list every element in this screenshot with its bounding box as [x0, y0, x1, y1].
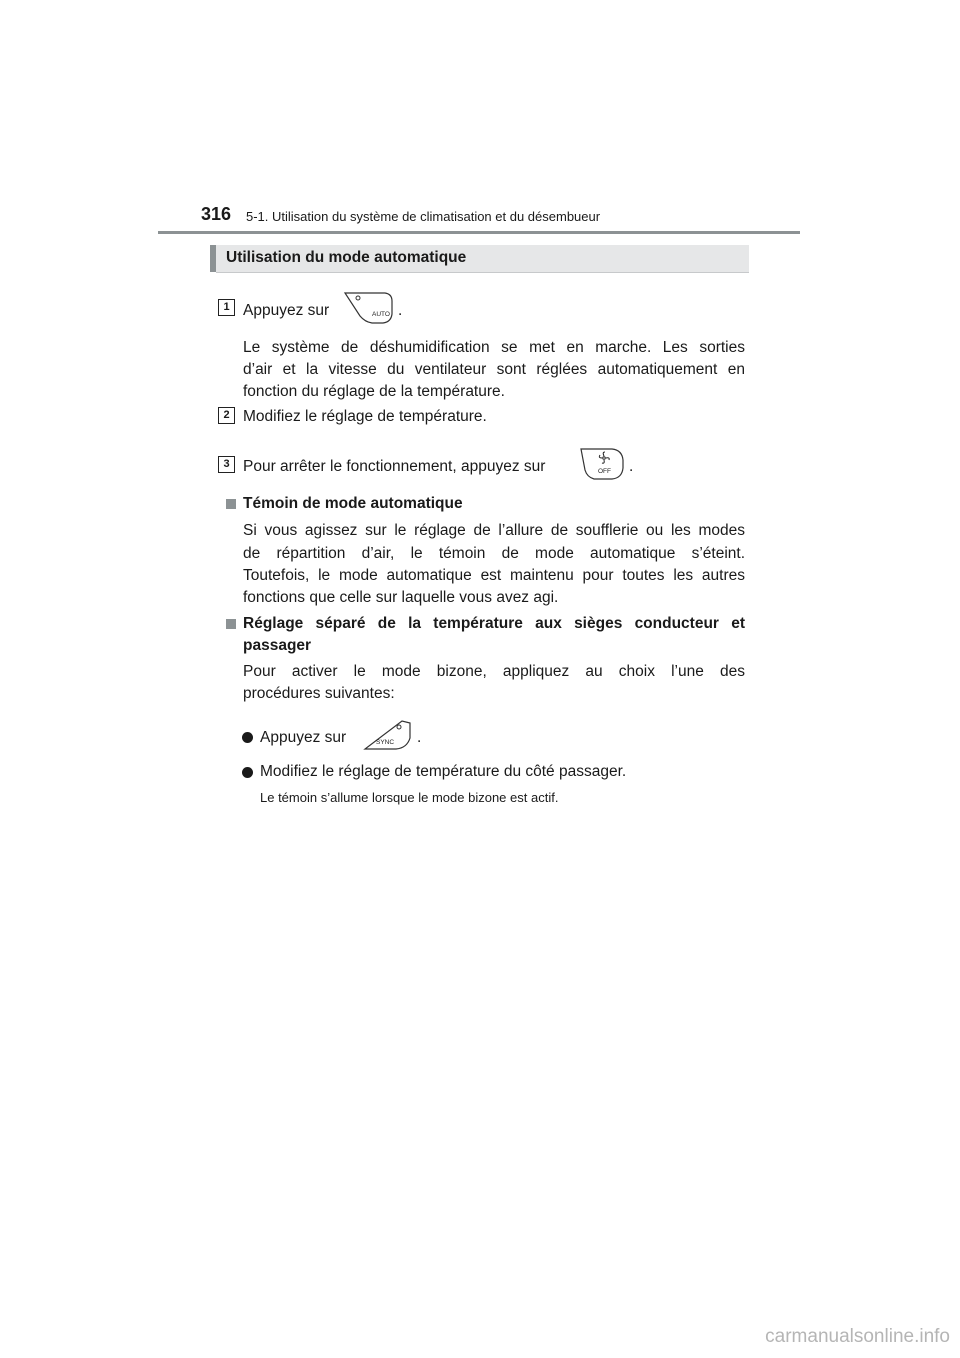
step-1-text-before: Appuyez sur	[243, 302, 330, 319]
bullet-1-dot	[242, 732, 253, 743]
step-2-text: Modifiez le réglage de température.	[243, 408, 487, 425]
auto-button-icon	[343, 290, 395, 326]
bullet-2-dot	[242, 767, 253, 778]
bullet-1-period: .	[417, 729, 422, 746]
note-1-title: Témoin de mode automatique	[243, 495, 463, 512]
note-1-line-1: Si vous agissez sur le réglage de l’allure de soufflerie ou les modes	[243, 522, 745, 539]
off-button-label: OFF	[598, 468, 611, 475]
step-3-badge: 3	[218, 456, 235, 473]
step-1-desc-line-3: fonction du réglage de la température.	[243, 383, 505, 400]
step-1-desc-line-1: Le système de déshumidification se met en marche. Les sorties	[243, 339, 745, 356]
header-divider	[158, 231, 800, 234]
note-1-marker	[226, 499, 236, 509]
section-divider	[216, 272, 749, 273]
step-3-text: Pour arrêter le fonctionnement, appuyez sur	[243, 458, 546, 475]
off-button-icon	[578, 446, 628, 482]
watermark: carmanualsonline.info	[765, 1326, 950, 1347]
sync-button-icon	[362, 718, 414, 752]
step-2-badge: 2	[218, 407, 235, 424]
bullet-2-text: Modifiez le réglage de température du côté passager.	[260, 763, 627, 780]
step-1-badge: 1	[218, 299, 235, 316]
auto-button-label: AUTO	[372, 311, 390, 318]
note-2-marker	[226, 619, 236, 629]
step-1-text	[243, 300, 329, 321]
sync-button-label: SYNC	[376, 739, 395, 746]
note-1-line-3: Toutefois, le mode automatique est maintenu pour toutes les autres	[243, 567, 745, 584]
note-2-title-line-1: Réglage séparé de la température aux sièges conducteur et	[243, 615, 745, 632]
page-number: 316	[201, 204, 232, 224]
note-1-line-4: fonctions que celle sur laquelle vous avez agi.	[243, 589, 559, 606]
note-2-line-1: Pour activer le mode bizone, appliquez au choix l’une des	[243, 663, 745, 680]
fan-icon	[599, 452, 609, 463]
bullet-1-text: Appuyez sur	[260, 729, 347, 746]
bizone-note: Le témoin s’allume lorsque le mode bizone est actif.	[260, 790, 559, 805]
step-1-period: .	[398, 302, 403, 319]
section-title: Utilisation du mode automatique	[226, 249, 467, 266]
section-header	[210, 245, 749, 272]
step-3-period: .	[629, 458, 634, 475]
note-1-line-2: de répartition d’air, le témoin de mode automatique s’éteint.	[243, 545, 745, 562]
note-2-title-line-2: passager	[243, 637, 312, 654]
step-1-desc-line-2: d’air et la vitesse du ventilateur sont réglées automatiquement en	[243, 361, 745, 378]
chapter-title: 5-1. Utilisation du système de climatisation et du désembueur	[246, 209, 601, 224]
note-2-line-2: procédures suivantes:	[243, 685, 395, 702]
